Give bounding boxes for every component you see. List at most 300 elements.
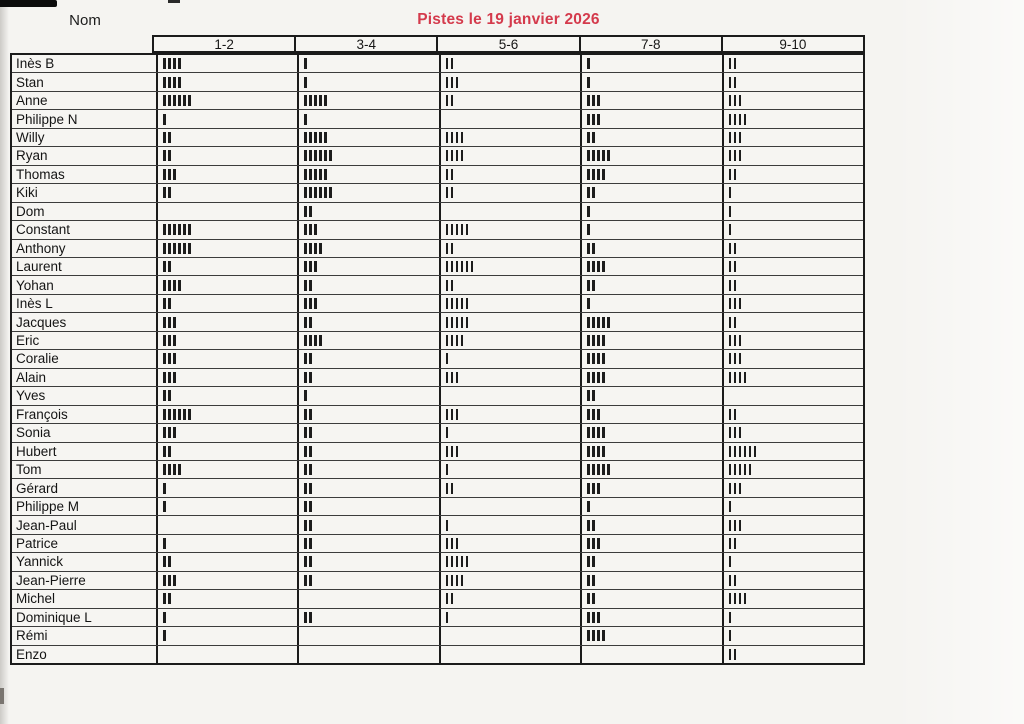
tally-mark [163, 372, 166, 383]
tally-mark [173, 427, 176, 438]
tally-cell [299, 166, 440, 183]
tally-mark [309, 169, 312, 180]
tally-mark [188, 243, 191, 254]
tally-mark [173, 95, 176, 106]
tally-mark [319, 335, 322, 346]
tally-mark [304, 243, 307, 254]
tally-cell [441, 553, 582, 570]
tally-cell [441, 443, 582, 460]
tally-mark [168, 150, 171, 161]
tally-mark [451, 95, 454, 106]
tally-mark [309, 501, 312, 512]
tally-mark [587, 150, 590, 161]
tally-mark [734, 372, 737, 383]
tally-mark [602, 335, 605, 346]
tally-mark [587, 353, 590, 364]
tally-mark [587, 335, 590, 346]
tally-mark [456, 261, 459, 272]
tally-mark [446, 132, 449, 143]
tally-mark [744, 464, 747, 475]
tally-mark [461, 317, 464, 328]
tally-mark [309, 464, 312, 475]
tally-mark [304, 95, 307, 106]
tally-cell [582, 313, 723, 330]
tally-mark [587, 77, 590, 88]
tally-mark [602, 372, 605, 383]
tally-cell [582, 498, 723, 515]
tally-cell [441, 258, 582, 275]
tally-cell [158, 406, 299, 423]
tally-mark [309, 150, 312, 161]
tally-mark [592, 150, 595, 161]
tally-mark [739, 150, 742, 161]
table-row [12, 423, 863, 441]
tally-mark [314, 150, 317, 161]
tally-mark [173, 353, 176, 364]
tally-cell [441, 184, 582, 201]
tally-mark [183, 243, 186, 254]
tally-mark [304, 483, 307, 494]
tally-cell [158, 184, 299, 201]
tally-cell [724, 313, 863, 330]
tally-cell [299, 369, 440, 386]
tally-mark [592, 261, 595, 272]
tally-mark [592, 243, 595, 254]
tally-cell [724, 627, 863, 644]
tally-cell [158, 129, 299, 146]
tally-mark [739, 483, 742, 494]
tally-mark [734, 464, 737, 475]
tally-cell [299, 129, 440, 146]
tally-cell [158, 572, 299, 589]
tally-mark [456, 538, 459, 549]
tally-mark [163, 464, 166, 475]
tally-mark [168, 132, 171, 143]
tally-cell [724, 646, 863, 663]
tally-mark [729, 556, 732, 567]
tally-cell [299, 461, 440, 478]
tally-cell [158, 221, 299, 238]
tally-cell [299, 313, 440, 330]
tally-mark [304, 132, 307, 143]
tally-mark [587, 520, 590, 531]
name-cell: Dom [12, 203, 158, 220]
tally-mark [168, 464, 171, 475]
tally-cell [441, 166, 582, 183]
tally-cell [158, 369, 299, 386]
name-cell: Gérard [12, 479, 158, 496]
tally-mark [456, 132, 459, 143]
tally-mark [446, 298, 449, 309]
tally-mark [754, 446, 757, 457]
tally-mark [729, 132, 732, 143]
table-row [12, 608, 863, 626]
name-cell: Rémi [12, 627, 158, 644]
tally-mark [451, 483, 454, 494]
tally-mark [729, 243, 732, 254]
tally-mark [304, 372, 307, 383]
tally-mark [324, 187, 327, 198]
tally-mark [456, 77, 459, 88]
tally-cell [582, 55, 723, 72]
tally-mark [446, 335, 449, 346]
table-row [12, 128, 863, 146]
tally-mark [592, 630, 595, 641]
tally-mark [309, 520, 312, 531]
tally-cell [724, 479, 863, 496]
tally-mark [602, 353, 605, 364]
tally-mark [587, 317, 590, 328]
tally-mark [729, 649, 732, 660]
tally-mark [587, 169, 590, 180]
tally-mark [456, 372, 459, 383]
tally-cell [724, 276, 863, 293]
name-cell: Hubert [12, 443, 158, 460]
table-row [12, 552, 863, 570]
tally-mark [729, 335, 732, 346]
tally-mark [163, 575, 166, 586]
tally-mark [739, 353, 742, 364]
tally-mark [178, 58, 181, 69]
tally-mark [446, 243, 449, 254]
tally-cell [158, 350, 299, 367]
table-row [12, 55, 863, 72]
tally-mark [597, 409, 600, 420]
scan-artifact [0, 688, 4, 704]
tally-cell [299, 258, 440, 275]
tally-mark [739, 132, 742, 143]
tally-mark [324, 95, 327, 106]
tally-mark [173, 169, 176, 180]
column-header: 9-10 [721, 37, 863, 51]
tally-mark [734, 427, 737, 438]
tally-mark [168, 187, 171, 198]
tally-mark [319, 169, 322, 180]
tally-mark [329, 187, 332, 198]
tally-cell [441, 516, 582, 533]
tally-cell [582, 516, 723, 533]
tally-mark [592, 335, 595, 346]
tally-mark [168, 95, 171, 106]
tally-mark [309, 206, 312, 217]
tally-mark [168, 335, 171, 346]
tally-mark [461, 335, 464, 346]
tally-mark [461, 298, 464, 309]
tally-cell [582, 406, 723, 423]
name-cell: Kiki [12, 184, 158, 201]
tally-mark [163, 77, 166, 88]
tally-cell [441, 129, 582, 146]
tally-mark [587, 575, 590, 586]
tally-mark [729, 224, 732, 235]
table-row [12, 220, 863, 238]
tally-mark [314, 243, 317, 254]
tally-cell [441, 479, 582, 496]
tally-mark [602, 261, 605, 272]
tally-mark [466, 556, 469, 567]
table-row [12, 202, 863, 220]
tally-cell [582, 129, 723, 146]
tally-mark [319, 187, 322, 198]
tally-mark [739, 298, 742, 309]
tally-mark [592, 372, 595, 383]
table-row [12, 275, 863, 293]
tally-cell [441, 313, 582, 330]
tally-mark [739, 446, 742, 457]
tally-mark [451, 280, 454, 291]
tally-mark [597, 630, 600, 641]
tally-cell [724, 443, 863, 460]
name-cell: Thomas [12, 166, 158, 183]
tally-mark [734, 261, 737, 272]
tally-mark [324, 150, 327, 161]
tally-mark [163, 612, 166, 623]
tally-mark [734, 77, 737, 88]
tally-mark [587, 95, 590, 106]
tally-mark [173, 77, 176, 88]
tally-cell [724, 424, 863, 441]
tally-cell [441, 609, 582, 626]
table-row [12, 109, 863, 127]
tally-mark [734, 114, 737, 125]
tally-mark [451, 150, 454, 161]
table-row [12, 589, 863, 607]
tally-mark [729, 630, 732, 641]
tally-mark [466, 317, 469, 328]
tally-cell [158, 166, 299, 183]
tally-mark [729, 372, 732, 383]
tally-mark [597, 538, 600, 549]
tally-cell [441, 424, 582, 441]
tally-mark [451, 132, 454, 143]
tally-mark [592, 114, 595, 125]
table-row [12, 497, 863, 515]
table-row [12, 442, 863, 460]
table-row [12, 534, 863, 552]
tally-mark [168, 372, 171, 383]
tally-cell [582, 184, 723, 201]
tally-mark [309, 612, 312, 623]
tally-mark [587, 187, 590, 198]
tally-cell [582, 572, 723, 589]
tally-mark [168, 390, 171, 401]
tally-mark [451, 538, 454, 549]
tally-mark [729, 353, 732, 364]
tally-cell [724, 516, 863, 533]
tally-cell [724, 184, 863, 201]
tally-mark [304, 114, 307, 125]
tally-cell [724, 92, 863, 109]
tally-mark [597, 261, 600, 272]
tally-mark [456, 317, 459, 328]
tally-cell [158, 203, 299, 220]
tally-cell [158, 387, 299, 404]
tally-cell [582, 332, 723, 349]
tally-mark [587, 464, 590, 475]
tally-cell [724, 110, 863, 127]
tally-mark [178, 95, 181, 106]
tally-mark [739, 95, 742, 106]
tally-mark [734, 243, 737, 254]
tally-cell [582, 350, 723, 367]
name-cell: Ryan [12, 147, 158, 164]
tally-mark [456, 298, 459, 309]
tally-mark [309, 243, 312, 254]
tally-mark [592, 317, 595, 328]
tally-cell [441, 110, 582, 127]
tally-cell [299, 147, 440, 164]
tally-mark [178, 409, 181, 420]
tally-mark [729, 501, 732, 512]
tally-mark [446, 317, 449, 328]
tally-cell [299, 221, 440, 238]
name-cell: Jacques [12, 313, 158, 330]
tally-mark [744, 372, 747, 383]
tally-cell [299, 295, 440, 312]
tally-cell [582, 110, 723, 127]
tally-cell [441, 590, 582, 607]
tally-cell [724, 553, 863, 570]
tally-mark [304, 556, 307, 567]
tally-cell [299, 73, 440, 90]
tally-mark [456, 224, 459, 235]
tally-cell [441, 535, 582, 552]
tally-mark [587, 630, 590, 641]
tally-mark [592, 575, 595, 586]
tally-mark [163, 280, 166, 291]
tally-cell [582, 535, 723, 552]
tally-cell [158, 443, 299, 460]
name-cell: Alain [12, 369, 158, 386]
tally-mark [451, 261, 454, 272]
tally-mark [592, 353, 595, 364]
tally-mark [319, 132, 322, 143]
tally-cell [582, 295, 723, 312]
tally-mark [602, 169, 605, 180]
tally-cell [582, 203, 723, 220]
tally-mark [592, 409, 595, 420]
tally-mark [592, 280, 595, 291]
tally-mark [446, 612, 449, 623]
tally-mark [734, 538, 737, 549]
tally-mark [739, 427, 742, 438]
tally-mark [587, 427, 590, 438]
tally-mark [592, 427, 595, 438]
tally-mark [446, 409, 449, 420]
tally-mark [173, 224, 176, 235]
table-row [12, 645, 863, 663]
tally-mark [461, 150, 464, 161]
tally-mark [466, 298, 469, 309]
tally-mark [173, 58, 176, 69]
tally-mark [178, 224, 181, 235]
tally-mark [734, 353, 737, 364]
tally-mark [309, 335, 312, 346]
tally-cell [158, 646, 299, 663]
tally-mark [602, 464, 605, 475]
name-cell: Eric [12, 332, 158, 349]
tally-mark [587, 446, 590, 457]
tally-cell [299, 590, 440, 607]
tally-mark [461, 261, 464, 272]
tally-mark [446, 150, 449, 161]
tally-mark [734, 58, 737, 69]
tally-mark [466, 224, 469, 235]
tally-cell [299, 55, 440, 72]
tally-mark [319, 150, 322, 161]
tally-mark [168, 298, 171, 309]
tally-mark [734, 335, 737, 346]
tally-mark [734, 520, 737, 531]
tally-mark [729, 520, 732, 531]
tally-mark [592, 464, 595, 475]
tally-mark [163, 446, 166, 457]
tally-cell [158, 276, 299, 293]
tally-mark [607, 464, 610, 475]
tally-mark [739, 520, 742, 531]
tally-cell [158, 55, 299, 72]
tally-mark [168, 575, 171, 586]
name-cell: Jean-Paul [12, 516, 158, 533]
tally-mark [587, 280, 590, 291]
name-cell: Stan [12, 73, 158, 90]
name-cell: Inès L [12, 295, 158, 312]
name-cell: Constant [12, 221, 158, 238]
tally-mark [729, 593, 732, 604]
tally-mark [729, 298, 732, 309]
tally-cell [582, 276, 723, 293]
tally-mark [163, 483, 166, 494]
tally-cell [582, 424, 723, 441]
tally-mark [734, 317, 737, 328]
tally-cell [299, 406, 440, 423]
tally-cell [299, 203, 440, 220]
tally-mark [446, 556, 449, 567]
tally-mark [168, 224, 171, 235]
tally-mark [309, 132, 312, 143]
tally-mark [734, 446, 737, 457]
tally-mark [592, 556, 595, 567]
tally-mark [587, 501, 590, 512]
tally-mark [329, 150, 332, 161]
tally-cell [299, 387, 440, 404]
tally-mark [729, 280, 732, 291]
tally-mark [446, 353, 449, 364]
tally-mark [168, 446, 171, 457]
tally-mark [451, 575, 454, 586]
tally-mark [304, 538, 307, 549]
tally-mark [314, 261, 317, 272]
tally-mark [163, 390, 166, 401]
tally-mark [456, 409, 459, 420]
tally-mark [446, 575, 449, 586]
tally-mark [734, 298, 737, 309]
tally-cell [441, 92, 582, 109]
tally-cell [158, 313, 299, 330]
tally-mark [597, 353, 600, 364]
tally-cell [582, 646, 723, 663]
tally-mark [309, 538, 312, 549]
tally-mark [587, 372, 590, 383]
tally-mark [729, 575, 732, 586]
tally-mark [451, 372, 454, 383]
scan-artifact [0, 0, 57, 7]
name-cell: Coralie [12, 350, 158, 367]
tally-cell [299, 553, 440, 570]
tally-mark [739, 335, 742, 346]
name-cell: Philippe N [12, 110, 158, 127]
tally-cell [724, 73, 863, 90]
